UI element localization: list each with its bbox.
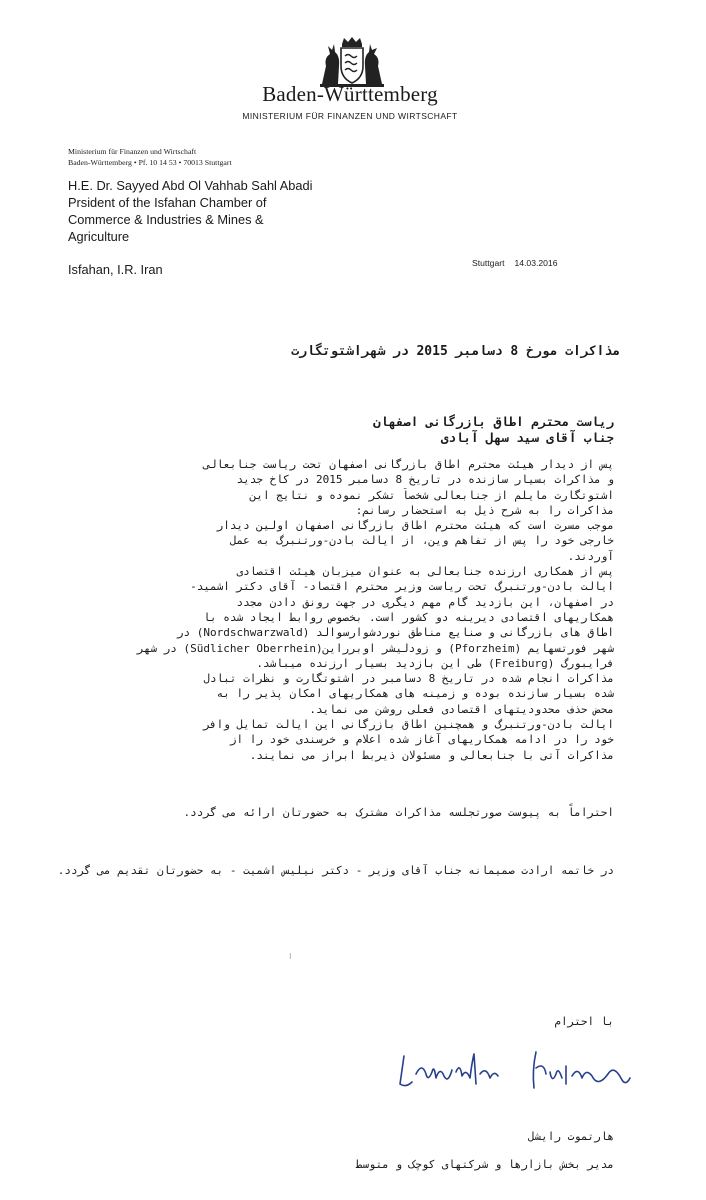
body-line: پس از همکاری ارزنده جنابعالی به عنوان میزبان هیئت اقتصادی <box>236 565 614 579</box>
body-line: ایالت بادن-ورتنبرگ و همچنین اطاق بازرگانی این ایالت تمایل وافر <box>203 718 614 732</box>
regards-line: با احترام <box>554 1015 614 1028</box>
sender-line-2: Baden-Württemberg • Pf. 10 14 53 • 70013 Stuttgart <box>68 158 232 167</box>
body-line: خارجی خود را پس از تفاهم وین، از ایالت بادن-ورتنبرگ به عمل <box>229 534 614 548</box>
addressee-line-1: ریاست محترم اطاق بازرگانی اصفهان <box>373 414 614 429</box>
recipient-line: H.E. Dr. Sayyed Abd Ol Vahhab Sahl Abadi <box>68 178 313 193</box>
body-line: در اصفهان، این بازدید گام مهم دیگری در جهت رونق دادن مجدد <box>236 595 614 609</box>
body-line: اشتوتگارت مایلم از جنابعالی شخصاً تشکر نموده و نتایج این <box>249 488 614 502</box>
body-line: شهر فورتسهایم (Pforzheim) و زودلیشر اوبرراین(Südlicher Oberrhein) در شهر <box>137 641 614 655</box>
addressee-line-2: جناب آقای سید سهل آبادی <box>440 430 614 445</box>
ministry-name: MINISTERIUM FÜR FINANZEN UND WIRTSCHAFT <box>242 111 458 121</box>
state-name: Baden-Württemberg <box>262 82 438 106</box>
body-line: شده بسیار سازنده بوده و زمینه های همکاریهای امکان پذیر را به <box>216 687 614 701</box>
coat-of-arms-icon <box>314 36 390 88</box>
body-line: مذاکرات انجام شده در تاریخ 8 دسامبر در اشتوتگارت و نظرات تبادل <box>203 672 614 686</box>
recipient-line: Commerce & Industries & Mines & <box>68 212 264 227</box>
date: 14.03.2016 <box>514 258 558 268</box>
body-line: محض حذف محدودیتهای اقتصادی فعلی روشن می نماید. <box>309 702 614 716</box>
body-line: خود را در ادامه همکاریهای آغاز شده اعلام و خرسندی خود را از <box>229 733 614 747</box>
attachment-paragraph: احتراماً به پیوست صورتجلسه مذاکرات مشترک به حضورتان ارائه می گردد. <box>183 806 614 819</box>
body-line: موجب مسرت است که هیئت محترم اطاق بازرگانی اصفهان اولین دیدار <box>216 519 614 533</box>
body-line: پس از دیدار هیئت محترم اطاق بازرگانی اصفهان تحت ریاست جنابعالی <box>203 458 614 471</box>
body-line: اطاق های بازرگانی و صنایع مناطق نوردشوارسوالد (Nordschwarzwald) در <box>176 626 614 640</box>
letter-body <box>54 457 614 763</box>
recipient-city: Isfahan, I.R. Iran <box>68 262 163 277</box>
sender-address <box>68 146 232 168</box>
recipient-line: Prsident of the Isfahan Chamber of <box>68 195 267 210</box>
body-line: ایالت بادن-ورتنبرگ تحت ریاست وزیر محترم اقتصاد- آقای دکتر اشمید- <box>190 580 614 594</box>
closing-paragraph: در خاتمه ارادت صمیمانه جناب آقای وزیر - دکتر نیلیس اشمیت - به حضورتان تقدیم می گردد. <box>57 864 614 877</box>
recipient-address <box>68 177 312 245</box>
signature-icon <box>396 1044 634 1096</box>
body-line: فرایبورگ (Freiburg) طی این بازدید بسیار ارزنده میباشد. <box>256 656 614 670</box>
body-line: و مذاکرات بسیار سازنده در تاریخ 8 دسامبر 2015 در کاخ جدید <box>236 473 614 487</box>
body-line: مذاکرات آتی با جنابعالی و مسئولان ذیربط ابراز می نمایند. <box>249 748 614 762</box>
recipient-line: Agriculture <box>68 229 130 244</box>
place: Stuttgart <box>472 258 505 268</box>
body-line: آوردند. <box>567 549 614 563</box>
sender-line-1: Ministerium für Finanzen und Wirtschaft <box>68 147 197 156</box>
subject-line: مذاکرات مورخ 8 دسامبر 2015 در شهراشتوتگارت <box>291 344 620 359</box>
signer-name: هارتموت رایشل <box>527 1130 614 1143</box>
body-line: مذاکرات را به شرح ذیل به استحضار رسانم: <box>355 503 614 517</box>
body-line: همکاریهای اقتصادی دیرینه دو کشور است. بخصوص روابط ایجاد شده با <box>203 610 614 624</box>
signer-title: مدیر بخش بازارها و شرکتهای کوچک و متوسط <box>355 1158 614 1171</box>
stray-mark: ⁝ <box>289 952 292 961</box>
place-date <box>472 258 558 268</box>
